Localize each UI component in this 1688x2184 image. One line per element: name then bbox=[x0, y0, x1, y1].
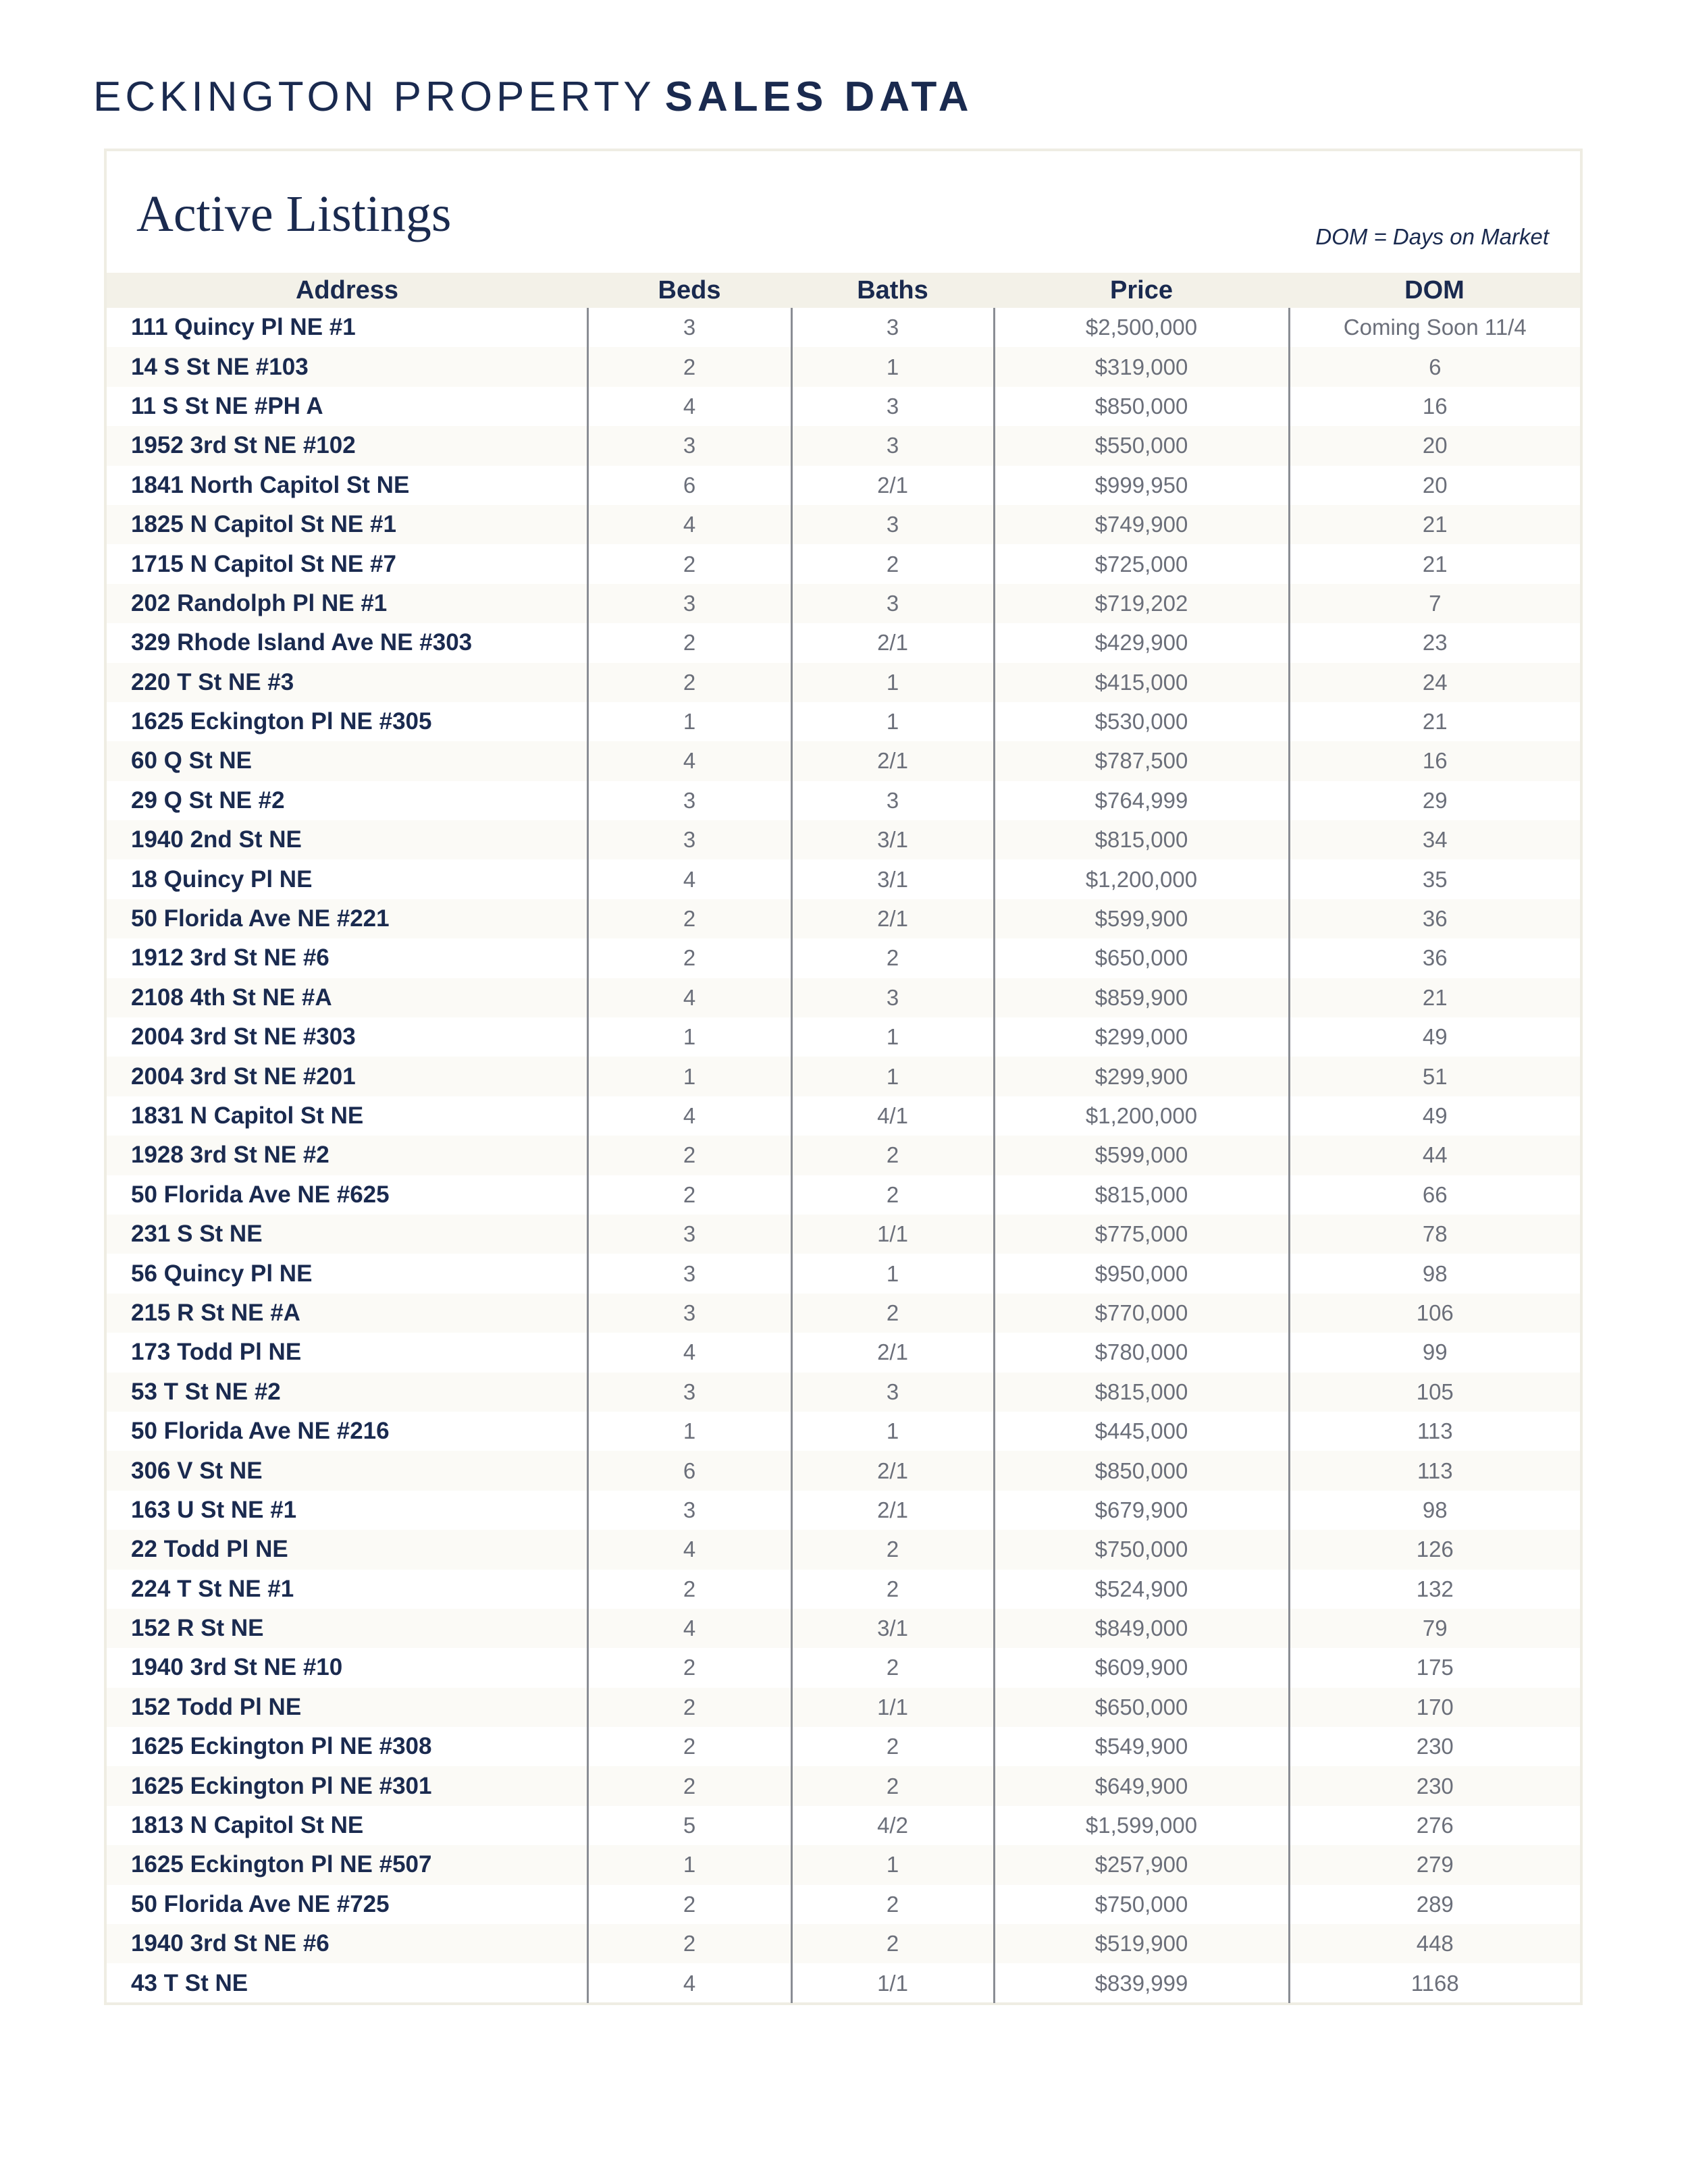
beds-cell: 5 bbox=[587, 1806, 791, 1845]
page-title bbox=[93, 73, 974, 121]
table-row bbox=[107, 1766, 1580, 1805]
beds-cell: 3 bbox=[587, 1215, 791, 1254]
beds-cell: 1 bbox=[587, 1057, 791, 1096]
beds-cell: 2 bbox=[587, 1648, 791, 1687]
price-cell: $764,999 bbox=[994, 781, 1289, 820]
beds-cell: 2 bbox=[587, 1885, 791, 1924]
baths-cell: 1 bbox=[791, 1412, 994, 1451]
baths-cell: 2 bbox=[791, 544, 994, 583]
address-cell: 2108 4th St NE #A bbox=[107, 978, 587, 1017]
price-cell: $780,000 bbox=[994, 1333, 1289, 1372]
price-cell: $999,950 bbox=[994, 466, 1289, 505]
baths-cell: 2/1 bbox=[791, 1491, 994, 1530]
baths-cell: 1/1 bbox=[791, 1688, 994, 1727]
beds-cell: 3 bbox=[587, 1491, 791, 1530]
table-row bbox=[107, 663, 1580, 702]
dom-cell: 16 bbox=[1289, 741, 1580, 780]
dom-cell: 79 bbox=[1289, 1609, 1580, 1648]
baths-cell: 2/1 bbox=[791, 899, 994, 938]
beds-cell: 4 bbox=[587, 859, 791, 899]
price-cell: $950,000 bbox=[994, 1254, 1289, 1293]
baths-cell: 1 bbox=[791, 1254, 994, 1293]
price-cell: $415,000 bbox=[994, 663, 1289, 702]
table-row bbox=[107, 1570, 1580, 1609]
beds-cell: 6 bbox=[587, 466, 791, 505]
table-row bbox=[107, 1017, 1580, 1057]
beds-cell: 4 bbox=[587, 741, 791, 780]
table-row bbox=[107, 1806, 1580, 1845]
beds-cell: 3 bbox=[587, 1373, 791, 1412]
beds-cell: 4 bbox=[587, 1333, 791, 1372]
beds-cell: 6 bbox=[587, 1451, 791, 1490]
address-cell: 1625 Eckington Pl NE #305 bbox=[131, 708, 432, 735]
price-cell: $719,202 bbox=[994, 584, 1289, 623]
baths-cell: 2 bbox=[791, 938, 994, 978]
beds-cell: 1 bbox=[587, 702, 791, 741]
beds-cell: 2 bbox=[587, 1766, 791, 1805]
baths-cell: 4/1 bbox=[791, 1096, 994, 1136]
dom-cell: 44 bbox=[1289, 1136, 1580, 1175]
dom-cell: 113 bbox=[1289, 1412, 1580, 1451]
dom-cell: 49 bbox=[1289, 1017, 1580, 1057]
address-cell: 1940 3rd St NE #6 bbox=[107, 1924, 587, 1963]
table-row bbox=[107, 1215, 1580, 1254]
baths-cell: 3/1 bbox=[791, 820, 994, 859]
price-cell: $319,000 bbox=[994, 347, 1289, 386]
price-cell: $839,999 bbox=[994, 1963, 1289, 2002]
address-cell: 111 Quincy Pl NE #1 bbox=[131, 314, 356, 341]
address-cell: 224 T St NE #1 bbox=[131, 1575, 294, 1602]
address-cell: 2004 3rd St NE #201 bbox=[107, 1057, 587, 1096]
price-cell: $750,000 bbox=[994, 1530, 1289, 1569]
baths-cell: 2 bbox=[791, 1530, 994, 1569]
price-cell: $599,900 bbox=[994, 899, 1289, 938]
price-cell: $550,000 bbox=[994, 426, 1289, 465]
dom-cell: 126 bbox=[1289, 1530, 1580, 1569]
table-row bbox=[107, 741, 1580, 780]
baths-cell: 2 bbox=[791, 1175, 994, 1215]
price-cell: $429,900 bbox=[994, 623, 1289, 662]
price-cell: $750,000 bbox=[994, 1885, 1289, 1924]
baths-cell: 3/1 bbox=[791, 859, 994, 899]
baths-cell: 1 bbox=[791, 702, 994, 741]
baths-cell: 2 bbox=[791, 1727, 994, 1766]
dom-cell: 1168 bbox=[1289, 1963, 1580, 2002]
dom-cell: 21 bbox=[1289, 505, 1580, 544]
listings-body bbox=[107, 308, 1580, 2003]
baths-cell: 3 bbox=[791, 781, 994, 820]
baths-cell: 2 bbox=[791, 1570, 994, 1609]
dom-cell: 21 bbox=[1289, 978, 1580, 1017]
baths-cell: 2/1 bbox=[791, 1451, 994, 1490]
address-cell: 215 R St NE #A bbox=[107, 1294, 587, 1333]
dom-cell: 36 bbox=[1289, 899, 1580, 938]
table-row bbox=[107, 1924, 1580, 1963]
table-row bbox=[107, 1333, 1580, 1372]
address-cell: 50 Florida Ave NE #221 bbox=[107, 899, 587, 938]
baths-cell: 1/1 bbox=[791, 1215, 994, 1254]
beds-cell: 2 bbox=[587, 1688, 791, 1727]
address-cell: 1825 N Capitol St NE #1 bbox=[107, 505, 587, 544]
table-row bbox=[107, 1175, 1580, 1215]
table-row bbox=[107, 859, 1580, 899]
baths-cell: 2 bbox=[791, 1136, 994, 1175]
beds-cell: 2 bbox=[587, 1136, 791, 1175]
dom-cell: 35 bbox=[1289, 859, 1580, 899]
table-row bbox=[107, 347, 1580, 386]
price-cell: $519,900 bbox=[994, 1924, 1289, 1963]
section-title: Active Listings bbox=[136, 186, 452, 242]
beds-cell: 2 bbox=[587, 1727, 791, 1766]
price-cell: $257,900 bbox=[994, 1845, 1289, 1884]
column-header-baths: Baths bbox=[791, 273, 994, 308]
listings-table bbox=[107, 273, 1580, 2003]
beds-cell: 2 bbox=[587, 663, 791, 702]
address-cell: 163 U St NE #1 bbox=[131, 1496, 297, 1523]
price-cell: $770,000 bbox=[994, 1294, 1289, 1333]
table-row bbox=[107, 978, 1580, 1017]
table-row bbox=[107, 1096, 1580, 1136]
table-row bbox=[107, 1727, 1580, 1766]
dom-cell: 16 bbox=[1289, 387, 1580, 426]
price-cell: $850,000 bbox=[994, 1451, 1289, 1490]
dom-cell: 78 bbox=[1289, 1215, 1580, 1254]
beds-cell: 2 bbox=[587, 899, 791, 938]
beds-cell: 3 bbox=[587, 426, 791, 465]
beds-cell: 2 bbox=[587, 544, 791, 583]
price-cell: $1,200,000 bbox=[994, 1096, 1289, 1136]
table-row bbox=[107, 308, 1580, 347]
price-cell: $650,000 bbox=[994, 938, 1289, 978]
address-cell: 220 T St NE #3 bbox=[107, 663, 587, 702]
beds-cell: 4 bbox=[587, 505, 791, 544]
baths-cell: 3 bbox=[791, 1373, 994, 1412]
address-cell: 329 Rhode Island Ave NE #303 bbox=[131, 629, 473, 656]
address-cell: 56 Quincy Pl NE bbox=[131, 1260, 313, 1287]
address-cell: 1912 3rd St NE #6 bbox=[131, 944, 329, 971]
address-cell: 53 T St NE #2 bbox=[107, 1373, 587, 1412]
table-row bbox=[107, 1254, 1580, 1293]
table-row bbox=[107, 1491, 1580, 1530]
price-cell: $815,000 bbox=[994, 1175, 1289, 1215]
baths-cell: 2 bbox=[791, 1766, 994, 1805]
address-cell: 50 Florida Ave NE #725 bbox=[131, 1890, 390, 1917]
price-cell: $599,000 bbox=[994, 1136, 1289, 1175]
dom-cell: 6 bbox=[1289, 347, 1580, 386]
price-cell: $679,900 bbox=[994, 1491, 1289, 1530]
baths-cell: 3 bbox=[791, 978, 994, 1017]
address-cell: 1625 Eckington Pl NE #308 bbox=[131, 1733, 432, 1760]
baths-cell: 3 bbox=[791, 308, 994, 347]
beds-cell: 4 bbox=[587, 387, 791, 426]
baths-cell: 2/1 bbox=[791, 1333, 994, 1372]
address-cell: 43 T St NE bbox=[131, 1969, 248, 1996]
dom-cell: 105 bbox=[1289, 1373, 1580, 1412]
table-row bbox=[107, 623, 1580, 662]
table-row bbox=[107, 387, 1580, 426]
address-cell: 173 Todd Pl NE bbox=[131, 1339, 302, 1366]
price-cell: $815,000 bbox=[994, 1373, 1289, 1412]
beds-cell: 3 bbox=[587, 781, 791, 820]
dom-cell: 51 bbox=[1289, 1057, 1580, 1096]
price-cell: $524,900 bbox=[994, 1570, 1289, 1609]
address-cell: 1841 North Capitol St NE bbox=[131, 471, 410, 498]
dom-cell: 21 bbox=[1289, 544, 1580, 583]
table-row bbox=[107, 1136, 1580, 1175]
table-row bbox=[107, 820, 1580, 859]
beds-cell: 1 bbox=[587, 1845, 791, 1884]
dom-cell: 99 bbox=[1289, 1333, 1580, 1372]
beds-cell: 4 bbox=[587, 1963, 791, 2002]
address-cell: 1940 3rd St NE #10 bbox=[131, 1654, 343, 1681]
baths-cell: 1/1 bbox=[791, 1963, 994, 2002]
beds-cell: 4 bbox=[587, 1096, 791, 1136]
address-cell: 152 Todd Pl NE bbox=[107, 1688, 587, 1727]
dom-cell: 106 bbox=[1289, 1294, 1580, 1333]
price-cell: $749,900 bbox=[994, 505, 1289, 544]
dom-cell: 448 bbox=[1289, 1924, 1580, 1963]
dom-cell: 175 bbox=[1289, 1648, 1580, 1687]
column-header-price: Price bbox=[994, 273, 1289, 308]
dom-cell: Coming Soon 11/4 bbox=[1289, 308, 1580, 347]
column-header-dom: DOM bbox=[1289, 273, 1580, 308]
baths-cell: 4/2 bbox=[791, 1806, 994, 1845]
baths-cell: 3/1 bbox=[791, 1609, 994, 1648]
baths-cell: 3 bbox=[791, 426, 994, 465]
table-row bbox=[107, 1412, 1580, 1451]
baths-cell: 1 bbox=[791, 663, 994, 702]
dom-cell: 113 bbox=[1289, 1451, 1580, 1490]
address-cell: 1625 Eckington Pl NE #507 bbox=[107, 1845, 587, 1884]
dom-cell: 20 bbox=[1289, 466, 1580, 505]
dom-cell: 29 bbox=[1289, 781, 1580, 820]
column-header-beds: Beds bbox=[587, 273, 791, 308]
price-cell: $299,000 bbox=[994, 1017, 1289, 1057]
table-row bbox=[107, 466, 1580, 505]
address-cell: 29 Q St NE #2 bbox=[131, 787, 285, 814]
dom-cell: 170 bbox=[1289, 1688, 1580, 1727]
price-cell: $1,200,000 bbox=[994, 859, 1289, 899]
dom-cell: 132 bbox=[1289, 1570, 1580, 1609]
address-cell: 50 Florida Ave NE #625 bbox=[131, 1181, 390, 1208]
price-cell: $549,900 bbox=[994, 1727, 1289, 1766]
table-row bbox=[107, 1294, 1580, 1333]
dom-cell: 21 bbox=[1289, 702, 1580, 741]
baths-cell: 1 bbox=[791, 1017, 994, 1057]
address-cell: 1952 3rd St NE #102 bbox=[107, 426, 587, 465]
baths-cell: 2/1 bbox=[791, 741, 994, 780]
address-cell: 18 Quincy Pl NE bbox=[131, 865, 313, 893]
dom-cell: 66 bbox=[1289, 1175, 1580, 1215]
baths-cell: 2/1 bbox=[791, 466, 994, 505]
beds-cell: 3 bbox=[587, 584, 791, 623]
baths-cell: 2/1 bbox=[791, 623, 994, 662]
baths-cell: 1 bbox=[791, 1845, 994, 1884]
baths-cell: 1 bbox=[791, 1057, 994, 1096]
active-listings-panel bbox=[104, 149, 1583, 2005]
price-cell: $725,000 bbox=[994, 544, 1289, 583]
beds-cell: 2 bbox=[587, 623, 791, 662]
table-row bbox=[107, 426, 1580, 465]
baths-cell: 2 bbox=[791, 1924, 994, 1963]
dom-cell: 98 bbox=[1289, 1491, 1580, 1530]
beds-cell: 3 bbox=[587, 308, 791, 347]
beds-cell: 4 bbox=[587, 1530, 791, 1569]
address-cell: 1813 N Capitol St NE bbox=[131, 1812, 364, 1839]
table-row bbox=[107, 1609, 1580, 1648]
address-cell: 231 S St NE bbox=[107, 1215, 587, 1254]
price-cell: $609,900 bbox=[994, 1648, 1289, 1687]
address-cell: 1715 N Capitol St NE #7 bbox=[131, 550, 396, 577]
baths-cell: 3 bbox=[791, 505, 994, 544]
table-row bbox=[107, 938, 1580, 978]
beds-cell: 3 bbox=[587, 1254, 791, 1293]
address-cell: 1940 2nd St NE bbox=[107, 820, 587, 859]
beds-cell: 4 bbox=[587, 1609, 791, 1648]
beds-cell: 3 bbox=[587, 820, 791, 859]
dom-cell: 24 bbox=[1289, 663, 1580, 702]
table-row bbox=[107, 1845, 1580, 1884]
beds-cell: 1 bbox=[587, 1017, 791, 1057]
beds-cell: 1 bbox=[587, 1412, 791, 1451]
column-header-address: Address bbox=[107, 273, 587, 308]
beds-cell: 2 bbox=[587, 1570, 791, 1609]
dom-cell: 230 bbox=[1289, 1766, 1580, 1805]
baths-cell: 3 bbox=[791, 584, 994, 623]
table-row bbox=[107, 899, 1580, 938]
address-cell: 2004 3rd St NE #303 bbox=[131, 1023, 356, 1050]
address-cell: 1831 N Capitol St NE bbox=[131, 1102, 364, 1129]
address-cell: 11 S St NE #PH A bbox=[131, 392, 323, 419]
address-cell: 60 Q St NE bbox=[107, 741, 587, 780]
beds-cell: 2 bbox=[587, 938, 791, 978]
table-row bbox=[107, 505, 1580, 544]
table-row bbox=[107, 702, 1580, 741]
table-row bbox=[107, 1963, 1580, 2002]
dom-cell: 34 bbox=[1289, 820, 1580, 859]
baths-cell: 2 bbox=[791, 1885, 994, 1924]
address-cell: 1625 Eckington Pl NE #301 bbox=[107, 1766, 587, 1805]
page-title-bold: SALES DATA bbox=[664, 74, 974, 120]
address-cell: 14 S St NE #103 bbox=[107, 347, 587, 386]
table-row bbox=[107, 1530, 1580, 1569]
dom-cell: 289 bbox=[1289, 1885, 1580, 1924]
dom-cell: 7 bbox=[1289, 584, 1580, 623]
address-cell: 306 V St NE bbox=[107, 1451, 587, 1490]
price-cell: $775,000 bbox=[994, 1215, 1289, 1254]
price-cell: $649,900 bbox=[994, 1766, 1289, 1805]
price-cell: $445,000 bbox=[994, 1412, 1289, 1451]
dom-cell: 20 bbox=[1289, 426, 1580, 465]
page-title-light: ECKINGTON PROPERTY bbox=[93, 74, 656, 120]
price-cell: $849,000 bbox=[994, 1609, 1289, 1648]
table-row bbox=[107, 584, 1580, 623]
table-row bbox=[107, 1648, 1580, 1687]
beds-cell: 2 bbox=[587, 1175, 791, 1215]
dom-cell: 276 bbox=[1289, 1806, 1580, 1845]
beds-cell: 2 bbox=[587, 1924, 791, 1963]
price-cell: $650,000 bbox=[994, 1688, 1289, 1727]
price-cell: $2,500,000 bbox=[994, 308, 1289, 347]
address-cell: 1928 3rd St NE #2 bbox=[107, 1136, 587, 1175]
table-row bbox=[107, 781, 1580, 820]
dom-legend-note: DOM = Days on Market bbox=[1315, 224, 1549, 249]
dom-cell: 230 bbox=[1289, 1727, 1580, 1766]
beds-cell: 2 bbox=[587, 347, 791, 386]
price-cell: $530,000 bbox=[994, 702, 1289, 741]
dom-cell: 36 bbox=[1289, 938, 1580, 978]
price-cell: $299,900 bbox=[994, 1057, 1289, 1096]
table-row bbox=[107, 1373, 1580, 1412]
price-cell: $815,000 bbox=[994, 820, 1289, 859]
price-cell: $787,500 bbox=[994, 741, 1289, 780]
beds-cell: 3 bbox=[587, 1294, 791, 1333]
baths-cell: 2 bbox=[791, 1294, 994, 1333]
dom-cell: 279 bbox=[1289, 1845, 1580, 1884]
table-row bbox=[107, 1057, 1580, 1096]
dom-cell: 49 bbox=[1289, 1096, 1580, 1136]
price-cell: $1,599,000 bbox=[994, 1806, 1289, 1845]
table-row bbox=[107, 1451, 1580, 1490]
price-cell: $859,900 bbox=[994, 978, 1289, 1017]
beds-cell: 4 bbox=[587, 978, 791, 1017]
baths-cell: 1 bbox=[791, 347, 994, 386]
address-cell: 152 R St NE bbox=[107, 1609, 587, 1648]
dom-cell: 98 bbox=[1289, 1254, 1580, 1293]
table-row bbox=[107, 544, 1580, 583]
table-row bbox=[107, 1885, 1580, 1924]
baths-cell: 2 bbox=[791, 1648, 994, 1687]
price-cell: $850,000 bbox=[994, 387, 1289, 426]
table-header-row bbox=[107, 273, 1580, 308]
address-cell: 202 Randolph Pl NE #1 bbox=[107, 584, 587, 623]
address-cell: 50 Florida Ave NE #216 bbox=[131, 1418, 390, 1445]
dom-cell: 23 bbox=[1289, 623, 1580, 662]
table-row bbox=[107, 1688, 1580, 1727]
baths-cell: 3 bbox=[791, 387, 994, 426]
address-cell: 22 Todd Pl NE bbox=[107, 1530, 587, 1569]
